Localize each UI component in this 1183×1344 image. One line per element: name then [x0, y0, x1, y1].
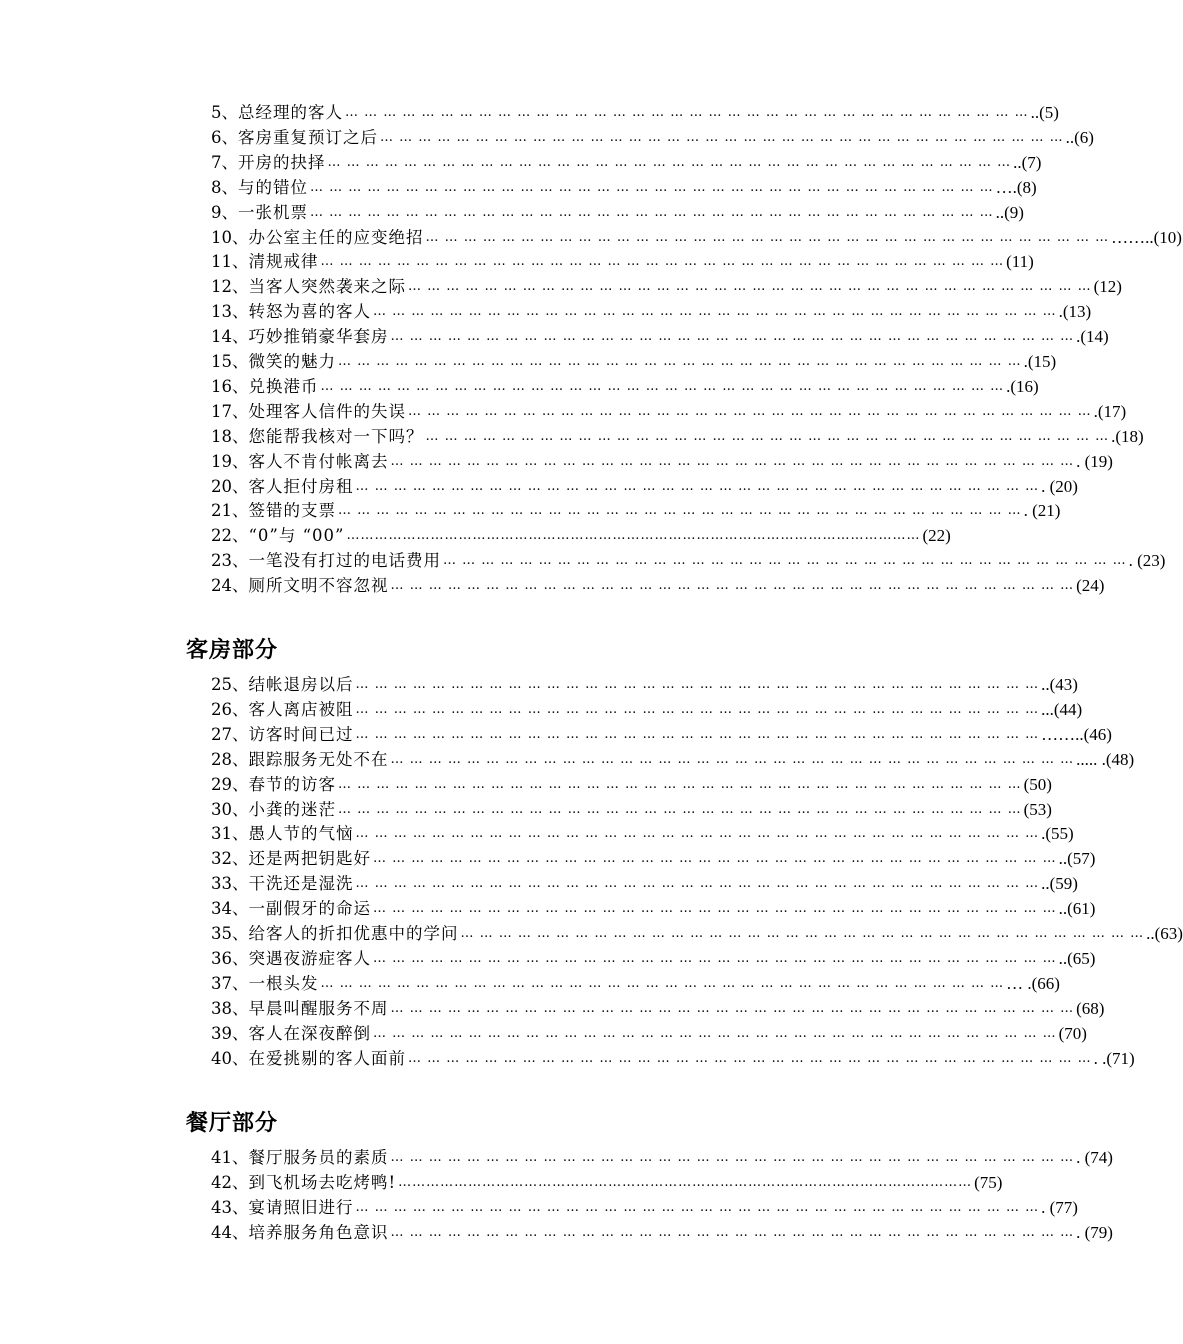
page-number: (24)	[1076, 576, 1105, 596]
entry-title: 开房的抉择	[238, 152, 326, 172]
page-number: ..(61)	[1058, 899, 1096, 919]
toc-entry[interactable]	[211, 350, 1057, 374]
entry-number: 33、	[211, 874, 249, 894]
entry-number: 14、	[211, 327, 249, 347]
toc-entry[interactable]	[211, 748, 1135, 772]
toc-entry[interactable]	[211, 275, 1122, 299]
entry-number: 11、	[211, 252, 249, 272]
dot-leader: … … … … … … … … … … … … … … … … … … … … … … … … … … … … … … … … … … … …	[310, 179, 994, 195]
entry-number: 30、	[211, 799, 249, 819]
entry-number: 13、	[211, 302, 249, 322]
toc-entry[interactable]	[211, 723, 1112, 747]
entry-title: 处理客人信件的失误	[248, 401, 406, 421]
entry-title: 客人拒付房租	[248, 476, 354, 496]
toc-entry[interactable]	[211, 101, 1059, 125]
dot-leader: … … … … … … … … … … … … … … … … … … … … … … … … … … … … … … … … … … … …	[443, 553, 1127, 569]
page-number: (68)	[1076, 998, 1105, 1018]
dot-leader: … … … … … … … … … … … … … … … … … … … … … … … … … … … … … … … … … … … …	[373, 950, 1057, 966]
entry-number: 10、	[211, 227, 249, 247]
page-number: ..(9)	[995, 202, 1024, 222]
page-number: .(14)	[1076, 327, 1109, 347]
entry-title: 总经理的客人	[238, 103, 343, 122]
toc-entry[interactable]	[211, 325, 1109, 349]
entry-number: 12、	[211, 277, 249, 297]
dot-leader: … … … … … … … … … … … … … … … … … … … … … … … … … … … … … … … … … … … …	[355, 876, 1040, 892]
dot-leader: ……………………………………………………………………………………………………………	[346, 528, 921, 544]
entry-title: 客人离店被阻	[248, 699, 354, 719]
dot-leader: … … … … … … … … … … … … … … … … … … … … … … … … … … … … … … … … … … … …	[338, 354, 1022, 369]
entry-number: 36、	[211, 948, 249, 968]
entry-title: 办公室主任的应变绝招	[248, 227, 424, 247]
dot-leader: … … … … … … … … … … … … … … … … … … … … … … … … … … … … … … … … … … … …	[408, 403, 1092, 419]
dot-leader: … … … … … … … … … … … … … … … … … … … … … … … … … … … … … … … … … … … …	[355, 726, 1040, 742]
toc-entry[interactable]	[211, 151, 1042, 175]
dot-leader: … … … … … … … … … … … … … … … … … … … … … … … … … … … … … … … … … … … …	[408, 1050, 1092, 1066]
page-number: . (23)	[1128, 551, 1166, 571]
section-heading: 客房部分	[186, 638, 279, 663]
toc-entry[interactable]	[211, 847, 1096, 871]
entry-title: 还是两把钥匙好	[248, 849, 371, 869]
toc-entry[interactable]	[211, 524, 951, 548]
entry-title: “0”与 “00”	[248, 526, 345, 546]
page-number: ……..(46)	[1041, 724, 1112, 744]
entry-number: 44、	[211, 1222, 249, 1242]
page-number: .(15)	[1023, 352, 1057, 371]
dot-leader: … … … … … … … … … … … … … … … … … … … … … … … … … … … … … … … … … … … …	[373, 851, 1057, 867]
toc-entry[interactable]	[211, 773, 1052, 797]
dot-leader: … … … … … … … … … … … … … … … … … … … … … … … … … … … … … … … … … … … …	[390, 453, 1075, 469]
entry-title: 早晨叫醒服务不周	[248, 998, 389, 1018]
toc-entry[interactable]	[211, 872, 1078, 896]
dot-leader: … … … … … … … … … … … … … … … … … … … … … … … … … … … … … … … … … … … …	[355, 677, 1040, 692]
entry-number: 29、	[211, 774, 249, 794]
entry-number: 8、	[211, 177, 238, 197]
entry-title: 一根头发	[248, 973, 319, 993]
page-number: ..(43)	[1041, 675, 1078, 694]
entry-title: 一笔没有打过的电话费用	[248, 551, 441, 571]
entry-number: 16、	[211, 376, 249, 396]
page-number: ….(8)	[995, 177, 1037, 197]
toc-entry[interactable]	[211, 375, 1039, 399]
dot-leader: … … … … … … … … … … … … … … … … … … … … … … … … … … … … … … … … … … … …	[425, 428, 1110, 444]
page-number: . .(71)	[1093, 1048, 1135, 1068]
toc-entry[interactable]	[211, 1146, 1113, 1170]
entry-number: 19、	[211, 451, 249, 471]
page-number: (70)	[1058, 1023, 1087, 1043]
entry-title: 清规戒律	[248, 252, 319, 272]
dot-leader: … … … … … … … … … … … … … … … … … … … … … … … … … … … … … … … … … … … …	[373, 901, 1057, 917]
page-number: ..(59)	[1041, 874, 1078, 894]
entry-title: 宴请照旧进行	[248, 1197, 354, 1217]
toc-entry[interactable]	[211, 250, 1034, 274]
dot-leader: … … … … … … … … … … … … … … … … … … … … … … … … … … … … … … … … … … … …	[338, 503, 1022, 519]
page-number: . (79)	[1076, 1222, 1113, 1242]
page-number: .(18)	[1111, 426, 1144, 446]
entry-title: 微笑的魅力	[248, 352, 336, 371]
entry-title: 给客人的折扣优惠中的学问	[248, 924, 459, 943]
page-number: . (77)	[1041, 1197, 1078, 1217]
dot-leader: … … … … … … … … … … … … … … … … … … … … … … … … … … … … … … … … … … … …	[320, 378, 1005, 394]
entry-number: 7、	[211, 152, 238, 172]
entry-number: 15、	[211, 352, 249, 371]
entry-title: 结帐退房以后	[248, 675, 354, 694]
entry-title: 小龚的迷茫	[248, 799, 336, 819]
dot-leader: … … … … … … … … … … … … … … … … … … … … … … … … … … … … … … … … … … … …	[338, 801, 1022, 817]
entry-number: 17、	[211, 401, 249, 421]
dot-leader: … … … … … … … … … … … … … … … … … … … … … … … … … … … … … … … … … … … …	[390, 1224, 1075, 1240]
toc-entry[interactable]	[211, 499, 1061, 523]
page-number: (75)	[974, 1172, 1003, 1192]
entry-title: 愚人节的气恼	[248, 824, 354, 844]
entry-number: 40、	[211, 1048, 249, 1068]
dot-leader: … … … … … … … … … … … … … … … … … … … … … … … … … … … … … … … … … … … …	[338, 776, 1022, 792]
dot-leader: … … … … … … … … … … … … … … … … … … … … … … … … … … … … … … … … … … … …	[355, 1199, 1040, 1215]
toc-entry[interactable]	[211, 226, 1182, 250]
dot-leader: … … … … … … … … … … … … … … … … … … … … … … … … … … … … … … … … … … … …	[345, 105, 1029, 120]
entry-number: 43、	[211, 1197, 249, 1217]
dot-leader: … … … … … … … … … … … … … … … … … … … … … … … … … … … … … … … … … … … …	[373, 304, 1057, 320]
page-number: (22)	[922, 526, 951, 546]
entry-number: 20、	[211, 476, 249, 496]
dot-leader: … … … … … … … … … … … … … … … … … … … … … … … … … … … … … … … … … … … …	[320, 254, 1005, 270]
entry-number: 31、	[211, 824, 249, 844]
toc-entry[interactable]	[211, 673, 1078, 697]
dot-leader: … … … … … … … … … … … … … … … … … … … … … … … … … … … … … … … … … … … …	[310, 204, 994, 220]
dot-leader: … … … … … … … … … … … … … … … … … … … … … … … … … … … … … … … … … … … …	[355, 826, 1040, 842]
entry-title: 厕所文明不容忽视	[248, 576, 389, 596]
toc-entry[interactable]	[211, 549, 1166, 573]
page-number: ..... .(48)	[1076, 749, 1135, 769]
page-number: . (20)	[1041, 476, 1078, 496]
entry-title: 到飞机场去吃烤鸭!	[248, 1172, 397, 1192]
entry-title: 客人在深夜醉倒	[248, 1023, 371, 1043]
toc-entry[interactable]	[211, 450, 1113, 474]
dot-leader: … … … … … … … … … … … … … … … … … … … … … … … … … … … … … … … … … … … …	[460, 926, 1145, 941]
page-number: ..(5)	[1030, 103, 1059, 122]
entry-title: 干洗还是湿洗	[248, 874, 354, 894]
entry-number: 38、	[211, 998, 249, 1018]
entry-number: 39、	[211, 1023, 249, 1043]
toc-entry[interactable]	[211, 1047, 1135, 1071]
entry-title: 客房重复预订之后	[238, 127, 378, 147]
entry-title: 您能帮我核对一下吗？	[248, 426, 424, 446]
entry-number: 9、	[211, 202, 238, 222]
dot-leader: … … … … … … … … … … … … … … … … … … … … … … … … … … … … … … … … … … … …	[320, 975, 1005, 991]
page-number: … .(66)	[1006, 973, 1060, 993]
dot-leader: … … … … … … … … … … … … … … … … … … … … … … … … … … … … … … … … … … … …	[390, 329, 1075, 345]
entry-title: 签错的支票	[248, 501, 336, 521]
entry-title: 转怒为喜的客人	[248, 302, 371, 322]
page-number: ..(63)	[1146, 924, 1183, 943]
entry-number: 6、	[211, 127, 238, 147]
dot-leader: … … … … … … … … … … … … … … … … … … … … … … … … … … … … … … … … … … … …	[390, 578, 1075, 594]
page-number: (11)	[1006, 252, 1034, 272]
entry-number: 22、	[211, 526, 249, 546]
entry-number: 26、	[211, 699, 249, 719]
toc-entry[interactable]	[211, 400, 1127, 424]
dot-leader: … … … … … … … … … … … … … … … … … … … … … … … … … … … … … … … … … … … …	[380, 129, 1064, 145]
entry-number: 27、	[211, 724, 249, 744]
page-number: ..(7)	[1013, 152, 1042, 172]
page-number: (12)	[1093, 277, 1122, 297]
entry-number: 37、	[211, 973, 249, 993]
toc-entry[interactable]	[211, 425, 1144, 449]
toc-entry[interactable]	[211, 972, 1060, 996]
entry-title: 当客人突然袭来之际	[248, 277, 406, 297]
toc-entry[interactable]	[211, 947, 1096, 971]
entry-title: 突遇夜游症客人	[248, 948, 371, 968]
toc-entry[interactable]	[211, 300, 1092, 324]
entry-title: 客人不肯付帐离去	[248, 451, 389, 471]
page-number: .(16)	[1006, 376, 1039, 396]
dot-leader: … … … … … … … … … … … … … … … … … … … … … … … … … … … … … … … … … … … …	[408, 279, 1092, 295]
entry-number: 25、	[211, 675, 249, 694]
dot-leader: … … … … … … … … … … … … … … … … … … … … … … … … … … … … … … … … … … … …	[390, 1000, 1075, 1016]
entry-title: 餐厅服务员的素质	[248, 1148, 389, 1167]
entry-number: 5、	[211, 103, 238, 122]
entry-number: 32、	[211, 849, 249, 869]
page-number: . (21)	[1023, 501, 1061, 521]
toc-entry[interactable]	[211, 1022, 1087, 1046]
entry-number: 41、	[211, 1148, 249, 1167]
toc-entry[interactable]	[211, 698, 1083, 722]
page-number: .(17)	[1093, 401, 1127, 421]
entry-title: 兑换港币	[248, 376, 319, 396]
dot-leader: … … … … … … … … … … … … … … … … … … … … … … … … … … … … … … … … … … … …	[425, 229, 1110, 245]
entry-number: 18、	[211, 426, 249, 446]
toc-entry[interactable]	[211, 574, 1105, 598]
dot-leader: … … … … … … … … … … … … … … … … … … … … … … … … … … … … … … … … … … … …	[390, 1150, 1075, 1165]
page-number: ……..(10)	[1111, 227, 1182, 247]
toc-entry[interactable]	[211, 798, 1052, 822]
page-number: ..(57)	[1058, 849, 1096, 869]
entry-number: 24、	[211, 576, 249, 596]
toc-entry[interactable]	[211, 176, 1037, 200]
entry-title: 访客时间已过	[248, 724, 354, 744]
entry-title: 跟踪服务无处不在	[248, 749, 389, 769]
entry-number: 23、	[211, 551, 249, 571]
entry-title: 培养服务角色意识	[248, 1222, 389, 1242]
toc-entry[interactable]	[211, 997, 1105, 1021]
toc-entry[interactable]	[211, 922, 1183, 946]
page-number: .(13)	[1058, 302, 1092, 322]
entry-title: 巧妙推销豪华套房	[248, 327, 389, 347]
entry-title: 一副假牙的命运	[248, 899, 371, 919]
page-number: . (74)	[1076, 1148, 1113, 1167]
dot-leader: … … … … … … … … … … … … … … … … … … … … … … … … … … … … … … … … … … … …	[355, 701, 1040, 717]
toc-entry[interactable]	[211, 1171, 1003, 1195]
dot-leader: ……………………………………………………………………………………………………………	[398, 1174, 973, 1190]
page-number: . (19)	[1076, 451, 1113, 471]
toc-entry[interactable]	[211, 1196, 1078, 1220]
toc-entry[interactable]	[211, 822, 1074, 846]
page-number: ...(44)	[1041, 699, 1083, 719]
entry-number: 28、	[211, 749, 249, 769]
page-number: (53)	[1023, 799, 1052, 819]
entry-number: 21、	[211, 501, 249, 521]
page-number: (50)	[1023, 774, 1052, 794]
toc-entry[interactable]	[211, 201, 1024, 225]
page-number: ..(6)	[1065, 127, 1094, 147]
toc-entry[interactable]	[211, 897, 1096, 921]
entry-title: 与的错位	[238, 177, 308, 197]
dot-leader: … … … … … … … … … … … … … … … … … … … … … … … … … … … … … … … … … … … …	[355, 478, 1040, 494]
entry-number: 35、	[211, 924, 249, 943]
entry-title: 一张机票	[238, 202, 308, 222]
page-number: ..(65)	[1058, 948, 1096, 968]
entry-title: 春节的访客	[248, 774, 336, 794]
toc-entry[interactable]	[211, 475, 1078, 499]
dot-leader: … … … … … … … … … … … … … … … … … … … … … … … … … … … … … … … … … … … …	[373, 1025, 1057, 1041]
section-heading: 餐厅部分	[186, 1111, 279, 1136]
entry-title: 在爱挑剔的客人面前	[248, 1048, 406, 1068]
dot-leader: … … … … … … … … … … … … … … … … … … … … … … … … … … … … … … … … … … … …	[327, 154, 1012, 170]
entry-number: 34、	[211, 899, 249, 919]
toc-entry[interactable]	[211, 1221, 1113, 1245]
entry-number: 42、	[211, 1172, 249, 1192]
dot-leader: … … … … … … … … … … … … … … … … … … … … … … … … … … … … … … … … … … … …	[390, 751, 1075, 767]
toc-entry[interactable]	[211, 126, 1094, 150]
page-number: .(55)	[1041, 824, 1074, 844]
